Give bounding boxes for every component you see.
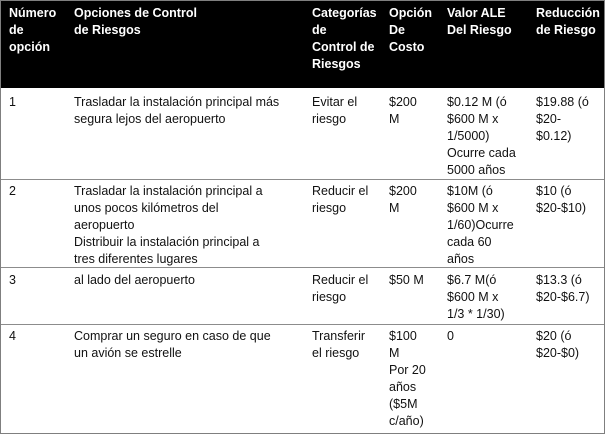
row1-ale: $0.12 M (ó $600 M x 1/5000) Ocurre cada 5000 años	[447, 95, 516, 177]
header-option-number: Número de opción	[9, 6, 57, 54]
row4-cost: $100 M Por 20 años ($5M c/año)	[389, 329, 426, 428]
header-risk-reduction: Reducción de Riesgo	[536, 6, 600, 37]
row3-category: Reducir el riesgo	[312, 273, 369, 304]
row1-option: Trasladar la instalación principal más segura lejos del aeropuerto	[74, 95, 280, 126]
row2-number: 2	[9, 184, 16, 198]
row2-cost: $200 M	[389, 184, 417, 215]
header-ale-value: Valor ALE Del Riesgo	[447, 6, 512, 37]
row4-category: Transferir el riesgo	[312, 329, 366, 360]
row3-ale: $6.7 M(ó $600 M x 1/3 * 1/30)	[447, 273, 505, 321]
row-divider	[1, 179, 604, 180]
row4-number: 4	[9, 329, 16, 343]
row4-reduction: $20 (ó $20-$0)	[536, 329, 580, 360]
header-control-category: Categorías de Control de Riesgos	[312, 6, 377, 71]
row-divider	[1, 324, 604, 325]
row2-ale: $10M (ó $600 M x 1/60)Ocurre cada 60 años	[447, 184, 514, 266]
row3-number: 3	[9, 273, 16, 287]
header-cost-option: Opción De Costo	[389, 6, 433, 54]
row3-reduction: $13.3 (ó $20-$6.7)	[536, 273, 590, 304]
row1-number: 1	[9, 95, 16, 109]
row1-reduction: $19.88 (ó $20- $0.12)	[536, 95, 589, 143]
row4-ale: 0	[447, 329, 454, 343]
row3-option: al lado del aeropuerto	[74, 273, 195, 287]
row4-option: Comprar un seguro en caso de que un avión se estrelle	[74, 329, 271, 360]
header-control-options: Opciones de Control de Riesgos	[74, 6, 197, 37]
row2-option: Trasladar la instalación principal a unos pocos kilómetros del aeropuerto Distribuir la instalación principal a tres diferentes lugares	[74, 184, 263, 266]
row3-cost: $50 M	[389, 273, 424, 287]
row-divider	[1, 267, 604, 268]
row1-category: Evitar el riesgo	[312, 95, 358, 126]
row1-cost: $200 M	[389, 95, 417, 126]
row2-reduction: $10 (ó $20-$10)	[536, 184, 587, 215]
row2-category: Reducir el riesgo	[312, 184, 369, 215]
